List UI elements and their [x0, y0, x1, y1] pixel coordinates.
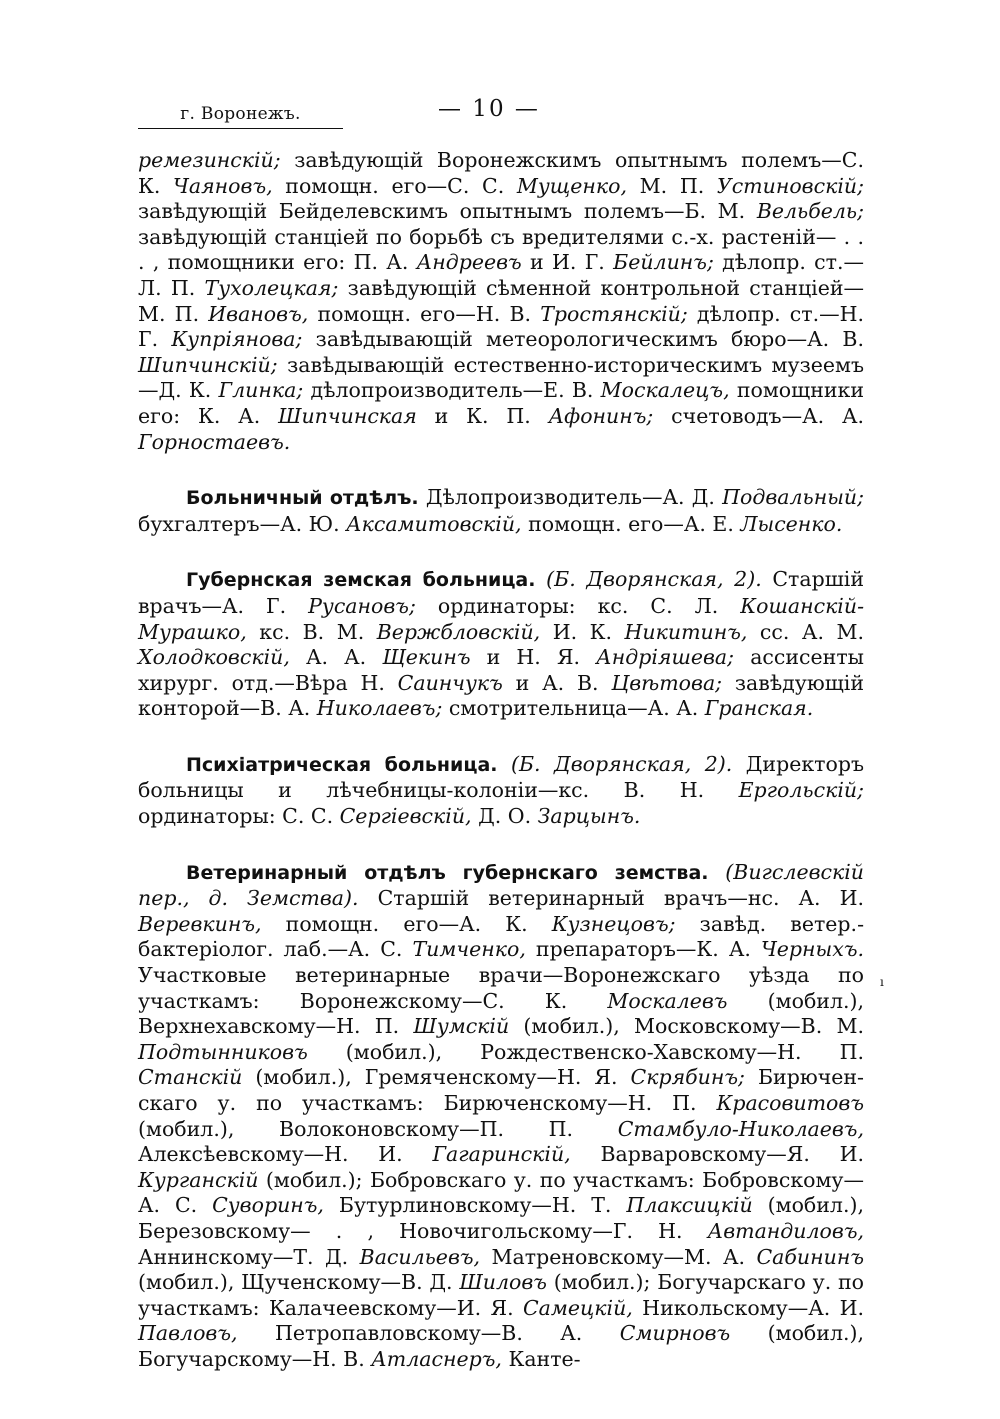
section-heading: Психіатрическая больница. [186, 753, 498, 776]
page-body [138, 148, 864, 1403]
page-number: — 10 — [438, 96, 540, 122]
running-head-city: г. Воронежъ. [138, 104, 343, 129]
margin-mark: ı [880, 975, 884, 989]
section-heading: Больничный отдѣлъ. [186, 487, 419, 510]
section-heading: Ветеринарный отдѣлъ губернскаго земства. [186, 861, 709, 884]
section-psychiatric-hospital: Психіатрическая больница. (Б. Дворянская, 2). Директоръ больницы и лѣчебницы-колоніи—кс. В. Н. Ергольскій; ординаторы: С. С. Сергіевскій, Д. О. Зарцынъ. [138, 751, 864, 829]
page-header [138, 96, 858, 136]
paragraph-agronomy-continuation: ремезинскій; завѣдующій Воронежскимъ опытнымъ полемъ—С. К. Чаяновъ, помощн. его—С. С. Мущенко, М. П. Устиновскій; завѣдующій Бейделевскимъ опытнымъ полемъ—Б. М. Вельбель; завѣдующій станціей по борьбѣ съ вредителями с.-х. растеній— . . . , помощники его: П. А. Андреевъ и И. Г. Бейлинъ; дѣлопр. ст.—Л. П. Тухолецкая; завѣдующій сѣменной контрольной станціей—М. П. Ивановъ, помощн. его—Н. В. Тростянскій; дѣлопр. ст.—Н. Г. Купріянова; завѣдывающій метеорологическимъ бюро—А. В. Шипчинскій; завѣдывающій естественно-историческимъ музеемъ—Д. К. Глинка; дѣлопроизводитель—Е. В. Москалецъ, помощники его: К. А. Шипчинская и К. П. Афонинъ; счетоводъ—А. А. Горностаевъ. [138, 148, 864, 454]
section-provincial-hospital: Губернская земская больница. (Б. Дворянская, 2). Старшій врачъ—А. Г. Русановъ; ординаторы: кс. С. Л. Кошанскій-Мурашко, кс. В. М. Вержбловскій, И. К. Никитинъ, сс. А. М. Холодковскій, А. А. Щекинъ и Н. Я. Андріяшева; ассисенты хирург. отд.—Вѣра Н. Саинчукъ и А. В. Цвѣтова; завѣдующій конторой—В. А. Николаевъ; смотрительница—А. А. Гранская. [138, 567, 865, 721]
section-hospital-department: Больничный отдѣлъ. Дѣлопроизводитель—А. Д. Подвальный; бухгалтеръ—А. Ю. Аксамитовскій, помощн. его—А. Е. Лысенко. [138, 485, 864, 536]
section-heading: Губернская земская больница. [186, 569, 536, 592]
section-veterinary-department: Ветеринарный отдѣлъ губернскаго земства. (Вигслевскій пер., д. Земства). Старшій ветеринарный врачъ—нс. А. И. Веревкинъ, помощн. его—А. К. Кузнецовъ; завѣд. ветер.-бактеріолог. лаб.—А. С. Тимченко, препараторъ—К. А. Черныхъ. Участковые ветеринарные врачи—Воронежскаго уѣзда по участкамъ: Воронежскому—С. К. Москалевъ (мобил.), Верхнехавскому—Н. П. Шумскій (мобил.), Московскому—В. М. Подтынниковъ (мобил.), Рождественско-Хавскому—Н. П. Станскій (мобил.), Гремяченскому—Н. Я. Скрябинъ; Бирюченскаго у. по участкамъ: Бирюченскому—Н. П. Красовитовъ (мобил.), Волоконовскому—П. П. Стамбуло-Николаевъ, Алексѣевскому—Н. И. Гагаринскій, Варваровскому—Я. И. Курганскій (мобил.); Бобровскаго у. по участкамъ: Бобровскому—А. С. Суворинъ, Бутурлиновскому—Н. Т. Плаксицкій (мобил.), Березовскому— . , Новочигольскому—Г. Н. Автандиловъ, Аннинскому—Т. Д. Васильевъ, Матреновскому—М. А. Сабининъ (мобил.), Щученскому—В. Д. Шиловъ (мобил.); Богучарскаго у. по участкамъ: Калачеевскому—И. Я. Самецкій, Никольскому—А. И. Павловъ, Петропавловскому—В. А. Смирновъ (мобил.), Богучарскому—Н. В. Атласнеръ, Канте- [138, 859, 864, 1371]
